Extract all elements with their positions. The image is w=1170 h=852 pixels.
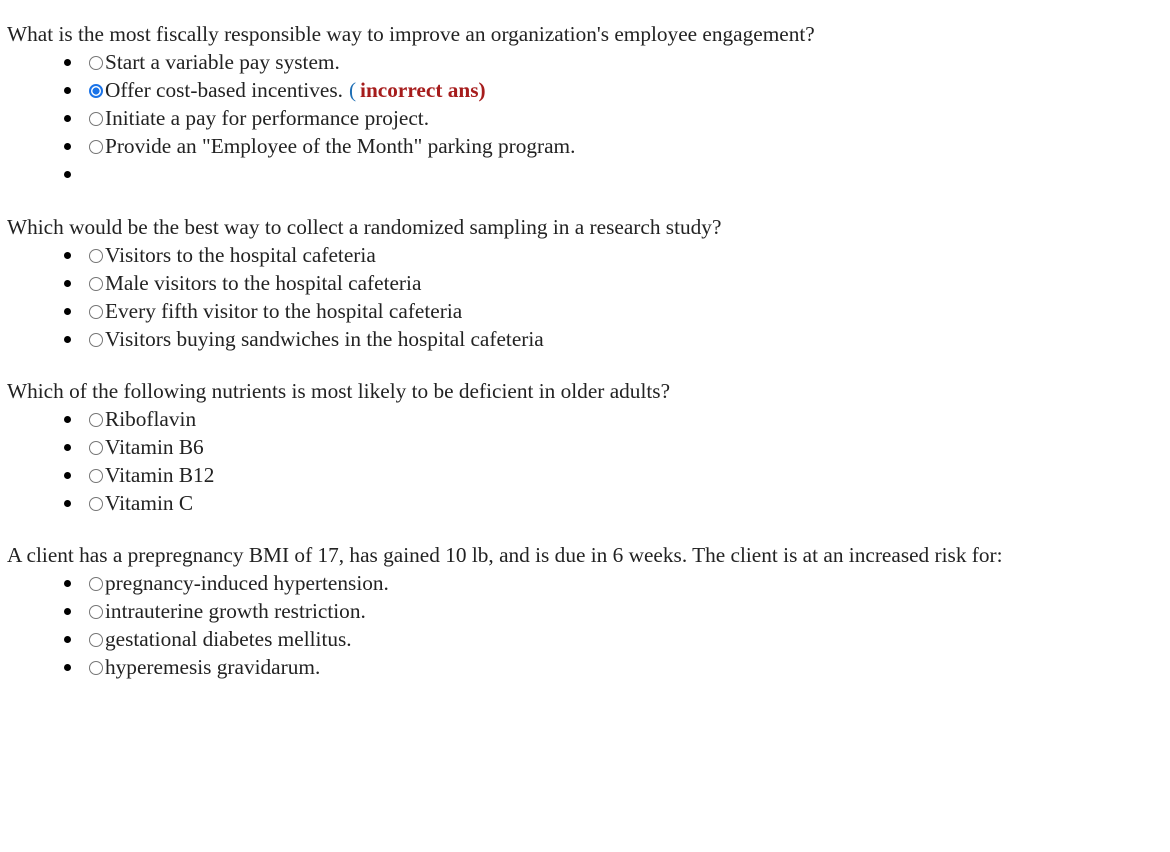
question-3-option-1[interactable]	[67, 405, 1170, 433]
option-label: Offer cost-based incentives.	[105, 78, 343, 102]
question-1-option-2[interactable]	[67, 76, 1170, 104]
radio-button[interactable]	[89, 56, 103, 70]
option-label: Vitamin B12	[105, 463, 215, 487]
radio-button[interactable]	[89, 305, 103, 319]
radio-button[interactable]	[89, 441, 103, 455]
radio-button[interactable]	[89, 140, 103, 154]
option-label: Every fifth visitor to the hospital cafeteria	[105, 299, 463, 323]
quiz-page	[7, 20, 1170, 681]
question-2-text: Which would be the best way to collect a randomized sampling in a research study?	[7, 215, 722, 239]
question-1-option-1[interactable]	[67, 48, 1170, 76]
feedback-paren: (	[348, 78, 357, 102]
question-3-options	[7, 405, 1170, 517]
empty-list-item	[67, 160, 1170, 188]
question-4-text: A client has a prepregnancy BMI of 17, has gained 10 lb, and is due in 6 weeks. The client is at an increased risk for:	[7, 543, 1003, 567]
radio-button[interactable]	[89, 661, 103, 675]
radio-button[interactable]	[89, 112, 103, 126]
question-2-option-3[interactable]	[67, 297, 1170, 325]
radio-button[interactable]	[89, 413, 103, 427]
question-4-option-2[interactable]	[67, 597, 1170, 625]
radio-button[interactable]	[89, 469, 103, 483]
radio-button[interactable]	[89, 577, 103, 591]
radio-button[interactable]	[89, 249, 103, 263]
question-4-options	[7, 569, 1170, 681]
radio-button[interactable]	[89, 605, 103, 619]
question-2-option-2[interactable]	[67, 269, 1170, 297]
incorrect-answer-note: incorrect ans)	[360, 78, 486, 102]
question-4-option-4[interactable]	[67, 653, 1170, 681]
question-1-option-3[interactable]	[67, 104, 1170, 132]
option-label: hyperemesis gravidarum.	[105, 655, 321, 679]
question-3-option-2[interactable]	[67, 433, 1170, 461]
option-label: Initiate a pay for performance project.	[105, 106, 430, 130]
question-3-option-3[interactable]	[67, 461, 1170, 489]
question-2-options	[7, 241, 1170, 353]
option-label: Start a variable pay system.	[105, 50, 340, 74]
question-3-option-4[interactable]	[67, 489, 1170, 517]
question-4-option-3[interactable]	[67, 625, 1170, 653]
question-1-text: What is the most fiscally responsible way to improve an organization's employee engagement?	[7, 22, 815, 46]
question-1-option-4[interactable]	[67, 132, 1170, 160]
question-4-option-1[interactable]	[67, 569, 1170, 597]
radio-button-selected[interactable]	[89, 84, 103, 98]
option-label: Provide an "Employee of the Month" parking program.	[105, 134, 576, 158]
option-label: gestational diabetes mellitus.	[105, 627, 352, 651]
option-label: Male visitors to the hospital cafeteria	[105, 271, 422, 295]
question-3-text: Which of the following nutrients is most likely to be deficient in older adults?	[7, 379, 671, 403]
option-label: Riboflavin	[105, 407, 197, 431]
radio-button[interactable]	[89, 333, 103, 347]
radio-button[interactable]	[89, 633, 103, 647]
option-label: Visitors buying sandwiches in the hospital cafeteria	[105, 327, 544, 351]
question-1-options	[7, 48, 1170, 188]
option-label: Vitamin B6	[105, 435, 204, 459]
question-2-option-4[interactable]	[67, 325, 1170, 353]
radio-button[interactable]	[89, 277, 103, 291]
radio-button[interactable]	[89, 497, 103, 511]
option-label: pregnancy-induced hypertension.	[105, 571, 389, 595]
option-label: Vitamin C	[105, 491, 194, 515]
option-label: intrauterine growth restriction.	[105, 599, 366, 623]
question-2-option-1[interactable]	[67, 241, 1170, 269]
option-label: Visitors to the hospital cafeteria	[105, 243, 376, 267]
